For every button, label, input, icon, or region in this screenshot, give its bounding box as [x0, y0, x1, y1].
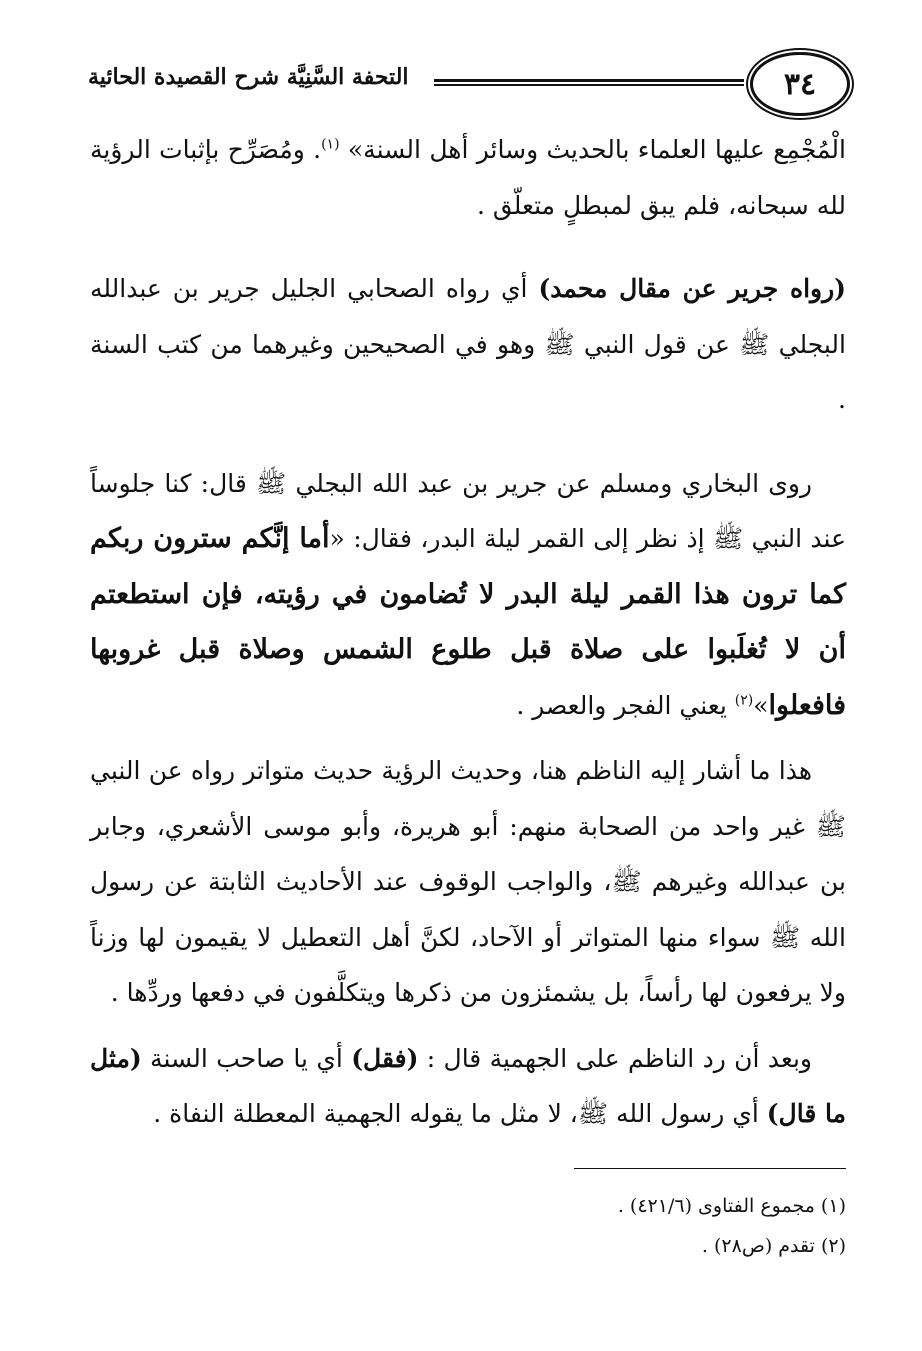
text-segment: . ومُصَرِّح بإثبات الرؤية لله سبحانه، فلم يبق لمبطلٍ متعلّق . — [90, 135, 846, 220]
text-segment: أي رواه الصحابي الجليل جرير بن عبدالله البجلي ﷺ عن قول النبي ﷺ وهو في الصحيحين وغيرهما من كتب السنة . — [90, 274, 846, 414]
text-segment: هذا ما أشار إليه الناظم هنا، وحديث الرؤية حديث متواتر رواه عن النبي ﷺ غير واحد من الصحابة منهم: أبو هريرة، وأبو موسى الأشعري، وجابر بن عبدالله وغيرهم ﷺ، والواجب الوقوف عند الأحاديث الثابتة عن رسول الله ﷺ سواء منها المتواتر أو الآحاد، لكنَّ أهل التعطيل لا يقيمون لها وزناً ولا يرفعون لها رأساً، بل يشمئزون من ذكرها ويتكلَّفون في دفعها وردِّها . — [90, 756, 846, 1007]
main-text — [90, 122, 846, 1142]
text-segment: يعني الفجر والعصر . — [516, 690, 735, 720]
poem-quote: (مثل ما قال) — [90, 1043, 846, 1128]
text-segment: الْمُجْمِع عليها العلماء بالحديث وسائر أهل السنة» — [339, 135, 846, 164]
paragraph-5 — [90, 1031, 846, 1142]
footnote-divider — [574, 1168, 846, 1169]
footnote-ref-1: (١) — [321, 136, 340, 153]
footnote-ref-2: (٢) — [734, 692, 754, 709]
text-segment: روى البخاري ومسلم عن جرير بن عبد الله البجلي ﷺ قال: كنا جلوساً عند النبي ﷺ إذ نظر إلى القمر ليلة البدر، فقال: « — [90, 468, 846, 553]
paragraph-4 — [90, 743, 846, 1021]
paragraph-3 — [90, 456, 846, 734]
paragraph-2 — [90, 261, 846, 428]
page-header — [88, 52, 850, 114]
paragraph-1 — [90, 122, 846, 233]
page-number-badge: ٣٤ — [750, 52, 850, 116]
header-rule — [434, 79, 744, 85]
hadith-text: أما إنَّكم سترون ربكم كما ترون هذا القمر ليلة البدر لا تُضامون في رؤيته، فإن استطعتم أن لا تُغلَبوا على صلاة قبل طلوع الشمس وصلاة قبل غروبها فافعلوا — [90, 523, 846, 721]
text-segment: وبعد أن رد الناظم على الجهمية قال : — [418, 1043, 813, 1073]
text-segment: » — [753, 690, 769, 720]
running-title: التحفة السَّنِيَّة شرح القصيدة الحائية — [88, 64, 409, 90]
text-segment: أي يا صاحب السنة — [141, 1043, 352, 1073]
footnote-2: (٢) تقدم (ص٢٨) . — [701, 1235, 846, 1257]
poem-quote: (رواه جرير عن مقال محمد) — [538, 274, 846, 303]
poem-quote: (فقل) — [351, 1043, 419, 1073]
footnote-1: (١) مجموع الفتاوى (٤٢١/٦) . — [617, 1195, 846, 1217]
footnotes — [90, 1186, 846, 1266]
text-segment: أي رسول الله ﷺ، لا مثل ما يقوله الجهمية المعطلة النفاة . — [153, 1099, 767, 1128]
